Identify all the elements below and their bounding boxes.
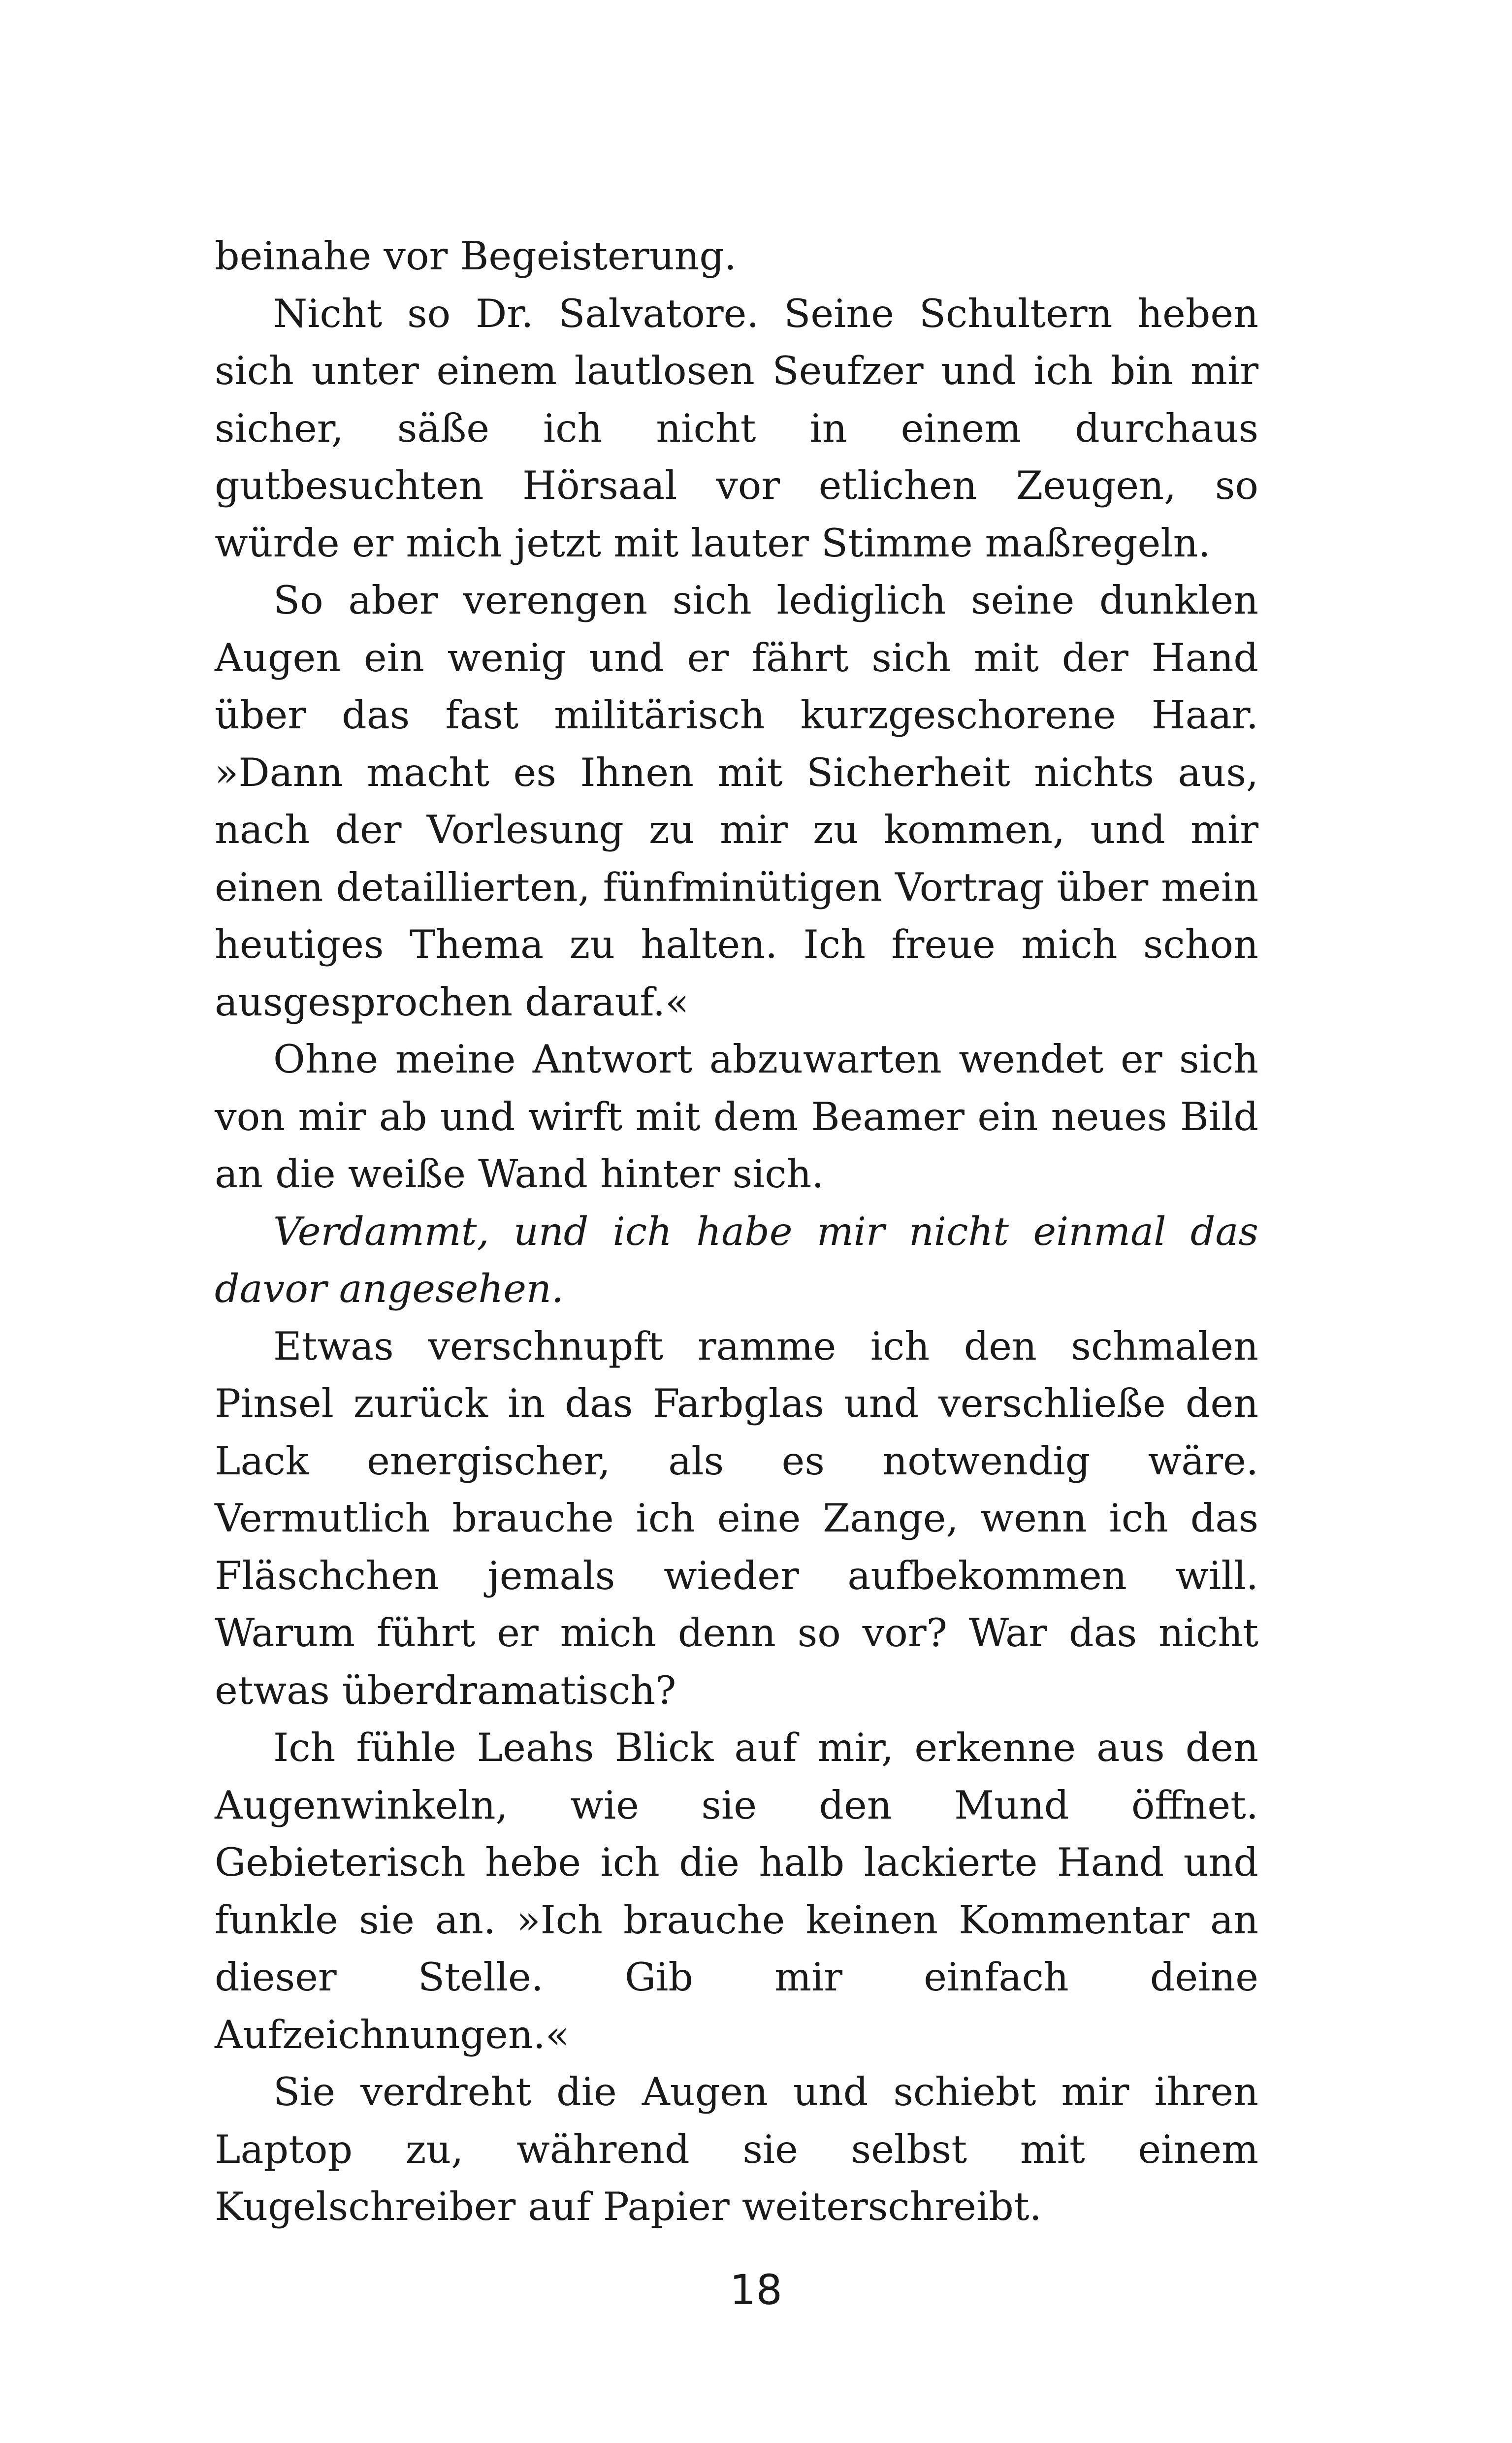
paragraph: Nicht so Dr. Salvatore. Seine Schultern heben sich unter einem lautlosen Seufzer und ich bin mir sicher, säße ich nicht in einem durchaus gutbesuchten Hörsaal vor etlichen Zeugen, so würde er mich jetzt mit lauter Stimme maßregeln. [215,291,1258,566]
paragraph: beinahe vor Begeisterung. [215,233,737,279]
italic-paragraph: Verdammt, und ich habe mir nicht einmal das davor angesehen. [215,1208,1258,1311]
page-number: 18 [730,2266,782,2314]
paragraph: Etwas verschnupft ramme ich den schmalen Pinsel zurück in das Farbglas und verschließe den Lack energischer, als es notwendig wäre. Vermutlich brauche ich eine Zange, wenn ich das Fläschchen jemals wieder aufbekommen will. Warum führt er mich denn so vor? War das nicht etwas überdramatisch? [215,1323,1258,1713]
paragraph: Ich fühle Leahs Blick auf mir, erkenne aus den Augenwinkeln, wie sie den Mund öffnet. Gebieterisch hebe ich die halb lackierte Hand und funkle sie an. »Ich brauche keinen Kommentar an dieser Stelle. Gib mir einfach deine Aufzeichnungen.« [215,1725,1258,2057]
paragraph: So aber verengen sich lediglich seine dunklen Augen ein wenig und er fährt sich mit der Hand über das fast militärisch kurzgeschorene Haar. »Dann macht es Ihnen mit Sicherheit nichts aus, nach der Vorlesung zu mir zu kommen, und mir einen detaillierten, fünfminütigen Vortrag über mein heutiges Thema zu halten. Ich freue mich schon ausgesprochen darauf.« [215,578,1258,1025]
paragraph: Ohne meine Antwort abzuwarten wendet er sich von mir ab und wirft mit dem Beamer ein neues Bild an die weiße Wand hinter sich. [215,1037,1258,1197]
paragraph: Sie verdreht die Augen und schiebt mir ihren Laptop zu, während sie selbst mit einem Kugelschreiber auf Papier weiterschreibt. [215,2069,1258,2229]
body-text [215,228,1258,2236]
